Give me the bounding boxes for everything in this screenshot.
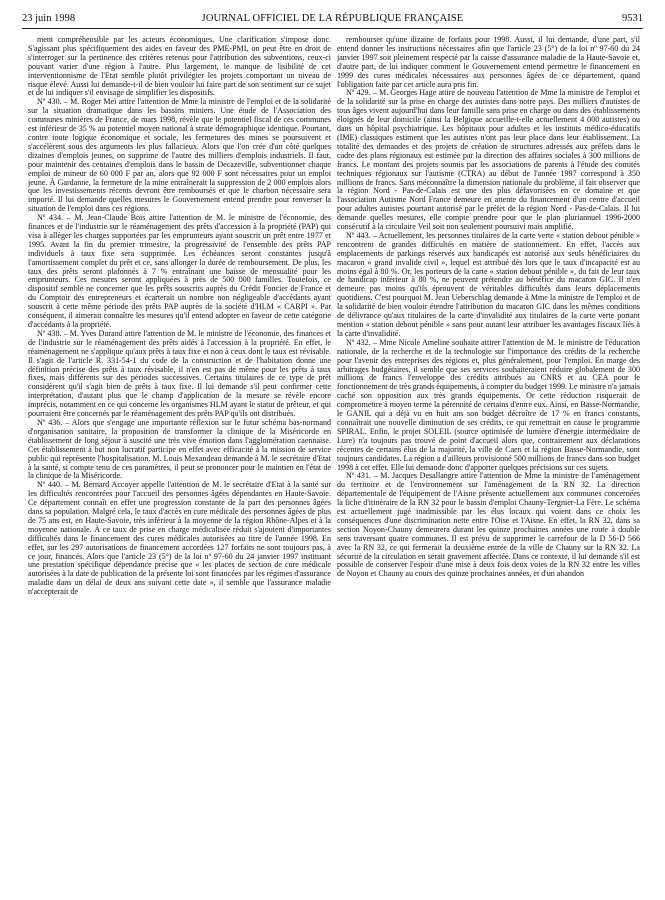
header-rule	[22, 28, 643, 29]
question-432: Nº 432. – Mme Nicole Ameline souhaite attirer l'attention de M. le ministre de l'éducation nationale, de la recherche et de la technologie sur l'importance des crédits de la recherche pour l'avenir des entreprises des régions et, plus généralement, pour l'emploi. En marge des arbitrages budgétaires, il semble que ses services souhaiteraient réduire globalement de 300 millions de francs l'enveloppe des crédits attribués au CNRS et au CEA pour le fonctionnement de très grands équipements, à compter du budget 1999. Le ministre n'a jamais caché son opposition aux très grands équipements. Or cette réduction risquerait de compromettre à moyen terme la pérennité de certains d'entre eux. Ainsi, en Basse-Normandie, le GANIL qui a déjà vu en huit ans son budget décroître de 17 % en francs constants, connaîtrait une nouvelle diminution de ses crédits, ce qui remettrait en cause le programme SPIRAL. Enfin, le projet SOLEIL (source optimisée de lumière d'énergie intermédiaire de Lure) n'a toujours pas trouvé de point d'accueil alors que, contrairement aux déclarations récentes de certains élus de la majorité, la ville de Caen et la région Basse-Normandie, sont toujours candidates. La région a d'ailleurs provisionné 500 millions de francs dans son budget 1998 à cet effet. Elle lui demande donc d'apporter quelques précisions sur ces sujets.	[337, 337, 640, 472]
question-440: Nº 440. – M. Bernard Accoyer appelle l'attention de M. le secrétaire d'Etat à la santé sur les difficultés rencontrées pour l'accueil des personnes âgées dépendantes en Haute-Savoie. Ce département connaît en effet une progression constante de la part des personnes âgées dans sa population. Malgré cela, le taux d'accès en cure médicale des personnes âgées de plus de 75 ans est, en Haute-Savoie, très inférieur à la moyenne de la région Rhône-Alpes et à la moyenne nationale. À ce taux de prise en charge médicalisée réduit s'ajoutent d'importantes difficultés dans le financement des cures médicales autorisées au titre de l'année 1998. En effet, sur les 297 autorisations de financement accordées 127 forfaits ne sont toujours pas, à ce jour, financés. Alors que l'article 23 (5°) de la loi nº 97-60 du 24 janvier 1997 instituant une prestation spécifique dépendance précise que « les places de section de cure médicale autorisées à la date de publication de la présente loi sont financées par les régimes d'assurance maladie dans un délai de deux ans suivant cette date », il semble que l'assurance maladie n'accepterait de	[28, 480, 331, 597]
question-431: Nº 431. – M. Jacques Desallangre attire l'attention de Mme la ministre de l'aménagement du territoire et de l'environnement sur l'aménagement de la RN 32. La direction départementale de l'équipement de l'Aisne présente actuellement aux communes concernées la fiche d'itinéraire de la RN 32 pour le bassin d'emploi Chauny-Tergnier-La Fère. Le schéma est actuellement jugé inadmissible par les élus locaux qui voient dans ce choix les conséquences d'une discrimination nette entre l'Oise et l'Aisne. En effet, la RN 32, dans sa section Noyon-Chauny demeurera durant les quinze prochaines années une route à double sens traversant quatre communes. Il est prévu de supprimer le carrefour de la D 56-D 566 avec la RN 32, ce qui fermerait la deuxième entrée de la ville de Chauny sur la RN 32. La sécurité de la circulation en serait gravement affectée. Dans ce contexte, il lui demande s'il est possible de conserver l'espoir d'une mise à deux fois deux voies de la RN 32 entre les villes de Noyon et Chauny au cours des quinze prochaines années, et d'un abandon	[337, 471, 640, 579]
page-number: 9531	[622, 13, 643, 24]
left-column	[28, 36, 331, 894]
question-429: Nº 429. – M. Georges Hage attire de nouveau l'attention de Mme la ministre de l'emploi et de la solidarité sur la prise en charge des autistes dans notre pays. Des milliers d'autistes de tous âges vivent aujourd'hui dans leur famille sans prise en charge ou dans des établissements éloignés de leur domicile (ainsi la Belgique accueille-t-elle actuellement 4 000 autistes) ou dans un hôpital psychiatrique. Les hôpitaux pour adultes et les instituts médico-éducatifs (IME) classiques estiment que les autistes n'ont pas leur place dans leur établissement. La totalité des demandes et des projets de création de structures adressés aux préfets dans le cadre des plans régionaux est estimée par la direction des affaires sociales à 300 millions de francs. Le montant des projets soumis par les associations de parents à l'étude des comités techniques régionaux sur l'autisme (CTRA) au début de l'année 1997 correspond à 350 millions de francs. Sans méconnaître la dimension nationale du problème, il fait observer que la région Nord - Pas-de-Calais est une des plus défavorisées en ce domaine et que l'association Autisme Nord France demeure en attente du financement d'un centre d'accueil pour adultes autistes pourtant autorisé par le préfet de la région Nord - Pas-de-Calais. Il lui demande quelles mesures, elle compte prendre pour que le plan pluriannuel 1996-2000 consécutif à la circulaire Veil soit non seulement poursuivi mais amplifié.	[337, 88, 640, 232]
question-438: Nº 438. – M. Yves Durand attire l'attention de M. le ministre de l'économie, des finances et de l'industrie sur le réaménagement des prêts aidés à l'accession à la propriété. En effet, le réaménagement ne s'applique qu'aux prêts à taux fixe et non à ceux dont le taux est révisable. Il s'agit de l'article R. 331-54-1 du code de la construction et de l'habitation donne une définition précise des prêts à taux révisable, il n'en est pas de même pour les prêts à taux fixes, mais différents sur des périodes successives. Certains titulaires de ce type de prêt considèrent qu'il s'agit bien de prêts à taux fixe. Il lui demande s'il peut confirmer cette interprétation, d'autant plus que le champ d'application de la mesure se révèle encore imprécis, notamment en ce qui concerne les organismes HLM ayant le statut de prêteur, et qui pourraient être concernés par le réaménagement des prêts PAP qu'ils ont distribués.	[28, 328, 331, 419]
paragraph: ment compréhensible par les acteurs économiques. Une clarification s'impose donc. S'agissant plus spécifiquement des aides en faveur des PME-PMI, on peut être en droit de s'interroger sur la pertinence des critères retenus pour l'attribution des subventions, ceux-ci pouvant varier d'une région à l'autre. Plus largement, le manque de lisibilité de cet interventionnisme de l'Etat semble plutôt privilégier les projets comportant un niveau de risque élevé. Aussi lui demande-t-il de bien vouloir lui faire part de son sentiment sur ce sujet et de lui indiquer s'il envisage de simplifier les dispositifs.	[28, 36, 331, 98]
question-430: Nº 430. – M. Roger Meï attire l'attention de Mme la ministre de l'emploi et de la solidarité sur la situation dramatique dans les bassins miniers. Une étude de l'Association des communes minières de France, de mars 1998, révèle que le potentiel fiscal de ces communes est inférieur de 35 % au potentiel moyen national à strate démographique identique. Pourtant, contre toute logique économique et sociale, les fermetures des mines se poursuivent et s'accélèrent sous des arguments les plus fallacieux. Alors que l'on crée d'un côté quelques dizaines d'emplois jeunes, on supprime de l'autre des milliers d'emplois industriels. Il faut, pour maintenir des centaines d'emplois dans le bassin de Decazeville, subventionner chaque emploi de mineur de 60 000 F par an, alors que 92 000 F sont nécessaires pour un emploi jeune. À Gardanne, la fermeture de la mine entraînerait la suppression de 2 000 emplois alors que les investissements récents devront être remboursés et que le charbon nécessaire sera importé. Il lui demande quelles mesures le Gouvernement entend prendre pour renverser la situation de l'emploi dans ces régions.	[28, 97, 331, 214]
journal-title: JOURNAL OFFICIEL DE LA RÉPUBLIQUE FRANÇAISE	[201, 13, 464, 24]
right-column	[337, 36, 640, 894]
question-436: Nº 436. – Alors que s'engage une importante réflexion sur le futur schéma bas-normand d'organisation sanitaire, la proposition de transformer la clinique de la Miséricorde en établissement de long séjour à suscité une très vive émotion dans l'agglomération caennaise. Cet établissement à but non lucratif participe en effet avec efficacité à la mission de service public qui représente l'hospitalisation. M. Louis Mexandeau demande à M. le secrétaire d'Etat à la santé, si compte tenu de ces paramètres, il peut se prononcer pour le maintien en l'état de la clinique de la Miséricorde.	[28, 417, 331, 481]
issue-date: 23 juin 1998	[22, 13, 76, 24]
page-header	[22, 12, 643, 26]
paragraph: rembourser qu'une dizaine de forfaits pour 1998. Aussi, il lui demande, d'une part, s'il entend donner les instructions nécessaires afin que l'article 23 (5°) de la loi nº 97-60 du 24 janvier 1997 soit pleinement respecté par la caisse d'assurance maladie de la Haute-Savoie et, d'autre part, de lui indiquer comment le Gouvernement entend permettre le financement en 1999 des cures médicales nécessaires aux personnes âgées de ce département, quand l'obligation faite par cet article aura pris fin.	[337, 36, 640, 89]
question-443: Nº 443. – Actuellement, les personnes titulaires de la carte verte « station debout pénible » rencontrent de grandes difficultés en matière de stationnement. En effet, l'accès aux emplacements de parkings réservés aux handicapés est autorisé aux seuls bénéficiaires du macaron « grand invalide civil », lequel est attribué dès lors que le taux d'incapacité est au moins égal à 80 %. Or, les porteurs de la carte « station debout pénible », du fait de leur taux de handicap inférieur à 80 %, ne peuvent prétendre au bénéfice du macaron GIC. Il n'en demeure pas moins qu'ils éprouvent de véritables difficultés dans leurs déplacements quotidiens. C'est pourquoi M. Jean Ueberschlag demande à Mme la ministre de l'emploi et de la solidarité de bien vouloir étendre l'attribution du macaron GIC dans les mêmes conditions de délivrance qu'aux titulaires de la carte d'invalidité aux titulaires de la carte verte portant mention « station debout pénible » sans pour autant leur attribuer les avantages fiscaux liés à la carte d'invalidité.	[337, 230, 640, 338]
question-434: Nº 434. – M. Jean-Claude Bois attire l'attention de M. le ministre de l'économie, des finances et de l'industrie sur le réaménagement des prêts d'accession à la propriété (PAP) qui visa à alléger les charges supportées par les emprunteurs ayant souscrit un prêt entre 1977 et 1995. Avant la fin du premier trimestre, la progressivité de l'ensemble des prêts PAP individuels à taux fixe sera supprimée. Les échéances seront constantes jusqu'à l'amortissement complet du prêt et ce, sans allonger la durée de remboursement. De plus, les taux des prêts seront plafonnés à 7 % entraînant une baisse de mensualité pour les emprunteurs. Ces mesures seront appliquées à près de 500 000 familles. Toutefois, ce dispositif semble ne concerner que les prêts souscrits auprès du Crédit Foncier de France et du Comptoir des entrepreneurs et écarterait un nombre non négligeable d'accédants ayant souscrit à cette même période des prêts PAP auprès de la société d'HLM « CARPI ». Par conséquent, il aimerait connaître les mesures qu'il entend adopter en faveur de cette catégorie d'accédants à la propriété.	[28, 213, 331, 329]
